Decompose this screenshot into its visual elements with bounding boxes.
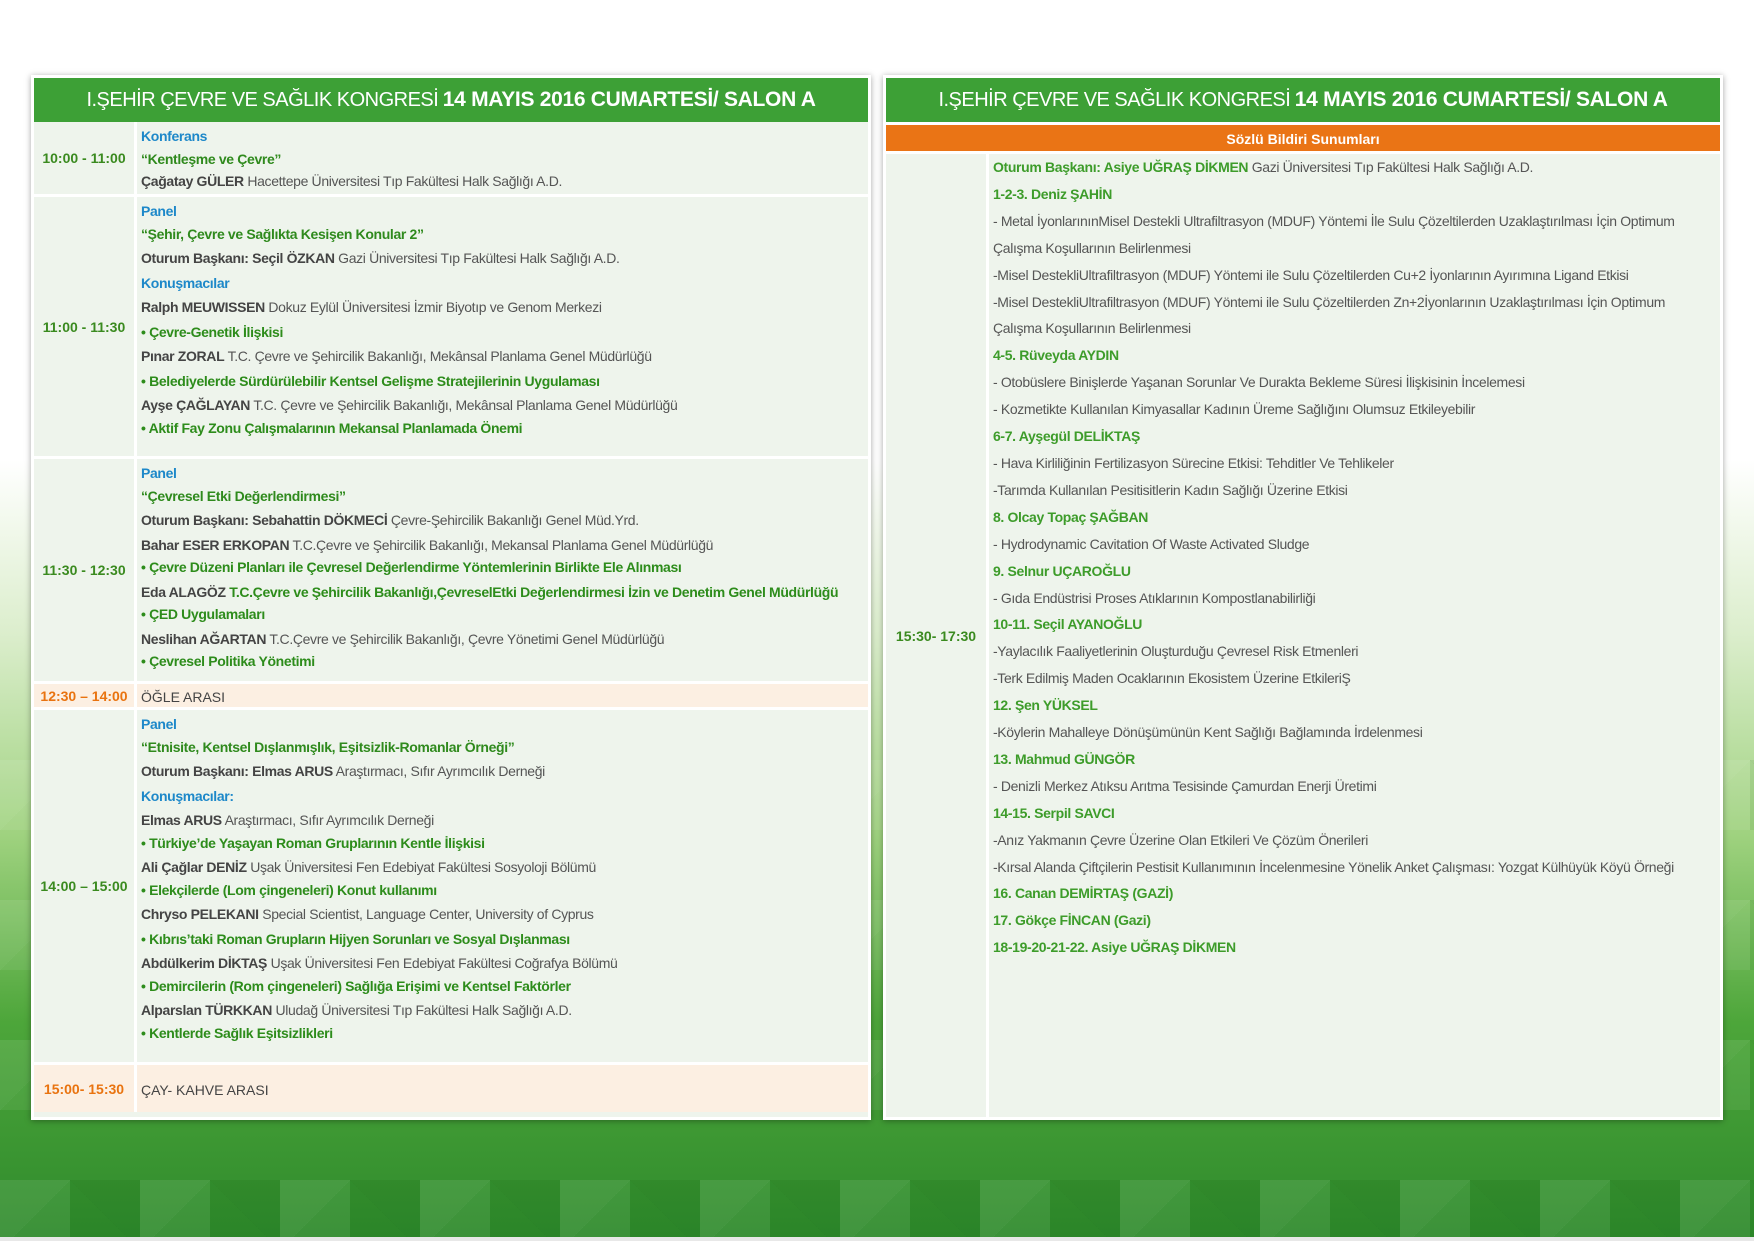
speaker-affiliation: Dokuz Eylül Üniversitesi İzmir Biyotıp ve Genom Merkezi [264,299,602,315]
session-time: 11:30 - 12:30 [34,459,137,681]
presenter-name: 9. Selnur UÇAROĞLU [993,562,1131,579]
break-row [34,681,868,707]
presentation-title: -Yaylacılık Faaliyetlerinin Oluşturduğu Çevresel Risk Etmenleri [993,643,1359,660]
chair-label: Oturum Başkanı: Asiye UĞRAŞ DİKMEN [993,159,1249,175]
speaker-name: Abdülkerim DİKTAŞ [141,955,268,971]
presentation-title: - Hava Kirliliğinin Fertilizasyon Sürecine Etkisi: Tehditler Ve Tehlikeler [993,454,1394,471]
presentation-title: - Gıda Endüstrisi Proses Atıklarının Kompostlanabilirliği [993,589,1316,606]
speaker-affiliation: Uşak Üniversitesi Fen Edebiyat Fakültesi Coğrafya Bölümü [267,955,618,971]
presenter-name: 12. Şen YÜKSEL [993,697,1098,714]
presentation-title: -Misel DestekliUltrafiltrasyon (MDUF) Yöntemi ile Sulu Çözeltilerden Cu+2 İyonlarının Ayırımına Ligand Etkisi [993,266,1629,283]
speaker-name: Chryso PELEKANI [141,906,259,922]
speaker-name: Elmas ARUS [141,812,222,828]
speaker-name: Eda ALAGÖZ [141,583,226,600]
presenter-name: 14-15. Serpil SAVCI [993,804,1115,821]
presenter-name: 6-7. Ayşegül DELİKTAŞ [993,428,1140,445]
speaker-name: Pınar ZORAL [141,348,225,364]
session-title: “Şehir, Çevre ve Sağlıkta Kesişen Konular 2” [141,225,424,242]
presentation-title: -Terk Edilmiş Maden Ocaklarının Ekosistem Üzerine EtkileriŞ [993,670,1351,687]
chair-affiliation: Çevre-Şehircilik Bakanlığı Genel Müd.Yrd. [387,512,639,528]
speakers-label: Konuşmacılar: [141,787,234,804]
speaker-topic: • Kentlerde Sağlık Eşitsizlikleri [141,1024,333,1041]
session-content [137,710,868,1062]
break-label: ÇAY- KAHVE ARASI [141,1082,269,1098]
chair-label: Oturum Başkanı: [141,512,249,528]
speaker-topic: • Kıbrıs’taki Roman Grupların Hijyen Sorunları ve Sosyal Dışlanması [141,930,570,947]
oral-session-row [886,151,1720,1117]
speaker-affiliation: T.C. Çevre ve Şehircilik Bakanlığı, Mekânsal Planlama Genel Müdürlüğü [224,348,652,364]
speaker-topic: • Belediyelerde Sürdürülebilir Kentsel Gelişme Stratejilerinin Uygulaması [141,372,600,389]
chair-line [993,154,1714,181]
presentation-title: -Anız Yakmanın Çevre Üzerine Olan Etkileri Ve Çözüm Önerileri [993,831,1368,848]
session-title: “Çevresel Etki Değerlendirmesi” [141,487,346,504]
session-type: Konferans [141,128,208,144]
presenter-name: 13. Mahmud GÜNGÖR [993,750,1135,767]
header-date-salon: 14 MAYIS 2016 CUMARTESİ/ SALON A [1294,88,1668,111]
presenter-name: 16. Canan DEMİRTAŞ (GAZİ) [993,885,1174,902]
speaker-line [141,345,862,368]
presenter-name: 17. Gökçe FİNCAN (Gazi) [993,912,1151,929]
presentation-title: -Kırsal Alanda Çiftçilerin Pestisit Kullanımının İncelenmesine Yönelik Anket Çalışması: Yozgat Külhüyük Köyü Örneği [993,858,1674,875]
break-row [34,1062,868,1112]
speaker-affiliation: T.C.Çevre ve Şehircilik Bakanlığı, Çevre Yönetimi Genel Müdürlüğü [266,630,665,647]
presentation-title: - Denizli Merkez Atıksu Arıtma Tesisinde Çamurdan Enerji Üretimi [993,777,1377,794]
speaker-affiliation: Uşak Üniversitesi Fen Edebiyat Fakültesi Sosyoloji Bölümü [246,859,596,875]
presentation-title: - Kozmetikte Kullanılan Kimyasallar Kadının Üreme Sağlığını Olumsuz Etkileyebilir [993,401,1476,418]
presentation-title: - Metal İyonlarınınMisel Destekli Ultrafiltrasyon (MDUF) Yöntemi İle Sulu Çözeltilerden Uzaklaştırılması İçin Optimum Çalışma Koşullarının Belirlenmesi [993,212,1675,256]
speaker-affiliation: Araştırmacı, Sıfır Ayrımcılık Derneği [221,812,434,828]
speaker-line [141,856,862,879]
speaker-name: Ralph MEUWISSEN [141,299,265,315]
session-time: 15:30- 17:30 [886,154,989,1117]
speaker-line [141,903,862,926]
session-content [137,197,868,456]
presentation-title: -Misel DestekliUltrafiltrasyon (MDUF) Yöntemi ile Sulu Çözeltilerden Zn+2İyonlarının Uzaklaştırılması İçin Optimum Çalışma Koşullarının Belirlenmesi [993,293,1666,337]
session-type: Panel [141,203,177,219]
speaker-name: Çağatay GÜLER [141,173,244,189]
speaker-line [141,534,862,557]
chair-line [141,247,862,270]
speaker-affiliation: Special Scientist, Language Center, University of Cyprus [258,906,594,922]
chair-affiliation: Gazi Üniversitesi Tıp Fakültesi Halk Sağlığı A.D. [334,250,620,266]
speaker-line [141,170,862,193]
session-content [137,122,868,194]
presentation-title: -Köylerin Mahalleye Dönüşümünün Kent Sağlığı Bağlamında İrdelenmesi [993,724,1423,741]
presenter-name: 10-11. Seçil AYANOĞLU [993,616,1143,633]
speaker-line [141,581,862,604]
chair-name: Seçil ÖZKAN [248,250,335,266]
presenter-name: 18-19-20-21-22. Asiye UĞRAŞ DİKMEN [993,939,1236,956]
speaker-topic: • Aktif Fay Zonu Çalışmalarının Mekansal Planlamada Önemi [141,419,523,436]
speaker-affiliation: T.C.Çevre ve Şehircilik Bakanlığı, Mekansal Planlama Genel Müdürlüğü [289,536,714,553]
speaker-topic: • Çevre Düzeni Planları ile Çevresel Değerlendirme Yöntemlerinin Birlikte Ele Alınması [141,559,682,575]
chair-name: Sebahattin DÖKMECİ [248,512,388,528]
speaker-name: Ali Çağlar DENİZ [141,859,247,875]
session-title: “Etnisite, Kentsel Dışlanmışlık, Eşitsizlik-Romanlar Örneği” [141,738,515,755]
break-time: 15:00- 15:30 [34,1065,137,1112]
panel-header [886,78,1720,122]
bottom-strip [0,1237,1754,1241]
presenter-name: 8. Olcay Topaç ŞAĞBAN [993,508,1148,525]
presentation-title: - Otobüslere Binişlerde Yaşanan Sorunlar Ve Durakta Bekleme Süresi İlişkisinin İncelemesi [993,374,1525,391]
chair-label: Oturum Başkanı: [141,763,249,779]
chair-name: Elmas ARUS [248,763,333,779]
session-row [34,122,868,194]
presentation-title: -Tarımda Kullanılan Pesitisitlerin Kadın Sağlığı Üzerine Etkisi [993,481,1348,498]
chair-line [141,509,862,532]
speaker-name: Ayşe ÇAĞLAYAN [141,397,251,413]
header-congress-name: I.ŞEHİR ÇEVRE VE SAĞLIK KONGRESİ [86,89,439,111]
speaker-affiliation: T.C.Çevre ve Şehircilik Bakanlığı,ÇevreselEtki Değerlendirmesi İzin ve Denetim Genel Müdürlüğü [225,583,839,600]
schedule-panel-left [31,75,871,1120]
speaker-affiliation: Uludağ Üniversitesi Tıp Fakültesi Halk Sağlığı A.D. [271,1002,572,1018]
speaker-name: Bahar ESER ERKOPAN [141,536,290,553]
session-content [989,154,1720,1117]
speaker-line [141,952,862,975]
session-time: 14:00 – 15:00 [34,710,137,1062]
session-content [137,459,868,681]
speaker-line [141,394,862,417]
presenter-name: 1-2-3. Deniz ŞAHİN [993,185,1112,202]
speaker-name: Alparslan TÜRKKAN [141,1002,272,1018]
session-title: “Kentleşme ve Çevre” [141,150,282,167]
speaker-affiliation: Hacettepe Üniversitesi Tıp Fakültesi Halk Sağlığı A.D. [243,173,563,189]
break-time: 12:30 – 14:00 [34,684,137,707]
speaker-line [141,809,862,832]
speaker-topic: • Demircilerin (Rom çingeneleri) Sağlığa Erişimi ve Kentsel Faktörler [141,977,571,994]
chair-label: Oturum Başkanı: [141,250,249,266]
break-label: ÖĞLE ARASI [141,689,226,705]
speaker-line [141,628,862,651]
speaker-topic: • Elekçilerde (Lom çingeneleri) Konut kullanımı [141,881,437,898]
session-time: 10:00 - 11:00 [34,122,137,194]
speaker-topic: • Çevresel Politika Yönetimi [141,653,315,669]
speaker-topic: • Türkiye’de Yaşayan Roman Gruplarının Kentle İlişkisi [141,834,485,851]
speaker-topic: • ÇED Uygulamaları [141,606,265,622]
speakers-label: Konuşmacılar [141,274,230,291]
chair-line [141,760,862,783]
oral-presentations-header: Sözlü Bildiri Sunumları [886,122,1720,151]
speaker-topic: • Çevre-Genetik İlişkisi [141,323,284,340]
chair-affiliation: Gazi Üniversitesi Tıp Fakültesi Halk Sağlığı A.D. [1248,159,1534,175]
schedule-panel-right [883,75,1723,1120]
chair-affiliation: Araştırmacı, Sıfır Ayrımcılık Derneği [332,763,545,779]
presenter-name: 4-5. Rüveyda AYDIN [993,347,1119,364]
session-time: 11:00 - 11:30 [34,197,137,456]
speaker-name: Neslihan AĞARTAN [141,630,267,647]
session-row [34,194,868,456]
speaker-affiliation: T.C. Çevre ve Şehircilik Bakanlığı, Mekânsal Planlama Genel Müdürlüğü [250,397,678,413]
header-congress-name: I.ŞEHİR ÇEVRE VE SAĞLIK KONGRESİ [938,89,1291,111]
session-type: Panel [141,716,177,732]
panel-header [34,78,868,122]
session-row [34,456,868,681]
header-date-salon: 14 MAYIS 2016 CUMARTESİ/ SALON A [442,88,816,111]
session-type: Panel [141,465,177,481]
session-row [34,707,868,1062]
speaker-line [141,296,862,319]
presentation-title: - Hydrodynamic Cavitation Of Waste Activated Sludge [993,535,1310,552]
speaker-line [141,999,862,1022]
